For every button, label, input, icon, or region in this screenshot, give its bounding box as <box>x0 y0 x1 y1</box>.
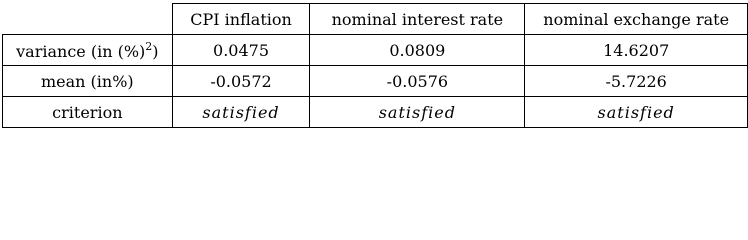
cell-mean-interest: -0.0576 <box>310 66 525 97</box>
table-row-criterion <box>3 97 748 128</box>
cell-variance-cpi: 0.0475 <box>172 35 310 66</box>
variance-label-superscript: 2 <box>145 39 153 53</box>
variance-label-text: variance (in (%) <box>16 41 146 61</box>
header-cpi-inflation: CPI inflation <box>172 4 310 35</box>
table-header-row <box>3 4 748 35</box>
table-row-mean <box>3 66 748 97</box>
variance-label-close: ) <box>152 41 159 61</box>
table-row-variance <box>3 35 748 66</box>
row-label-criterion: criterion <box>3 97 173 128</box>
cell-criterion-cpi: satisfied <box>172 97 310 128</box>
results-table-container <box>2 3 748 128</box>
cell-criterion-exchange: satisfied <box>525 97 748 128</box>
row-label-mean: mean (in%) <box>3 66 173 97</box>
cell-criterion-interest: satisfied <box>310 97 525 128</box>
cell-mean-cpi: -0.0572 <box>172 66 310 97</box>
row-label-variance <box>3 35 173 66</box>
header-empty-cell <box>3 4 173 35</box>
results-table <box>2 3 748 128</box>
cell-variance-exchange: 14.6207 <box>525 35 748 66</box>
header-nominal-interest-rate: nominal interest rate <box>310 4 525 35</box>
header-nominal-exchange-rate: nominal exchange rate <box>525 4 748 35</box>
cell-variance-interest: 0.0809 <box>310 35 525 66</box>
cell-mean-exchange: -5.7226 <box>525 66 748 97</box>
